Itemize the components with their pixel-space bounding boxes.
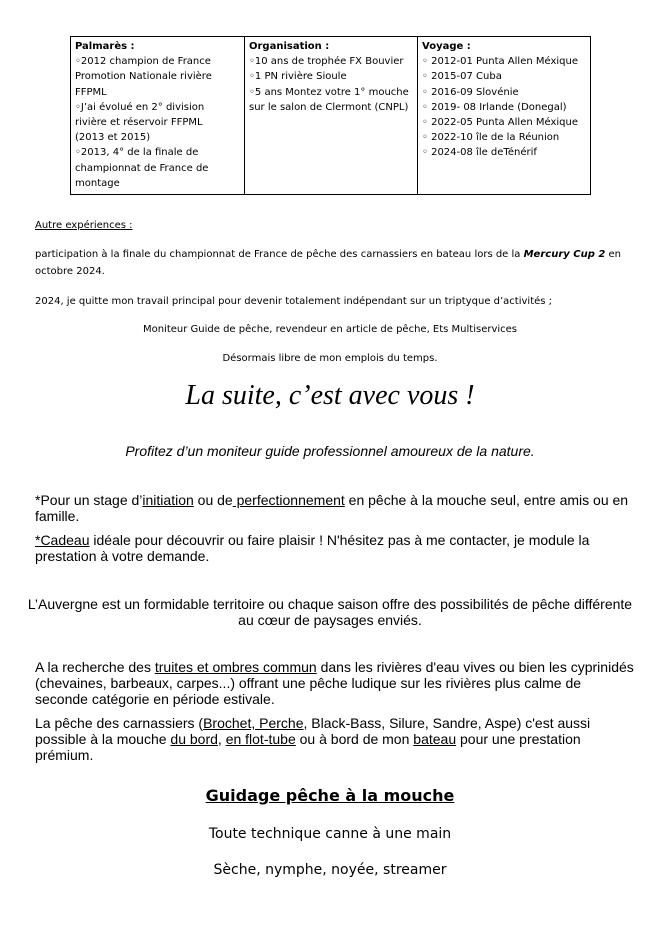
carnassiers-text-c: , xyxy=(217,731,226,747)
table-line: ◦10 ans de trophée FX Bouvier xyxy=(249,56,404,68)
tagline: Profitez d’un moniteur guide professionnel amoureux de la nature. xyxy=(125,443,535,459)
organisation-cell xyxy=(245,37,418,195)
table-line: (2013 et 2015) xyxy=(75,132,151,144)
organisation-list xyxy=(249,54,413,115)
headline: La suite, c’est avec vous ! xyxy=(185,380,475,411)
recap-table xyxy=(70,36,591,195)
cadeau-text: idéale pour découvrir ou faire plaisir ! N'hésitez pas à me contacter, je module la prestation à votre demande. xyxy=(35,532,590,564)
truites-text-b: dans les rivières d'eau vives ou bien les cyprinidés (chevaines, barbeaux, carpes...) offrant une pêche ludique sur les rivières plus calme de seconde catégorie en période estivale. xyxy=(35,659,634,707)
guidage-title xyxy=(0,785,660,807)
cadeau-paragraph xyxy=(35,532,635,564)
table-line: montage xyxy=(75,177,120,189)
du-bord-link[interactable]: du bord xyxy=(170,731,218,747)
table-line: ◦ 2024-08 île deTénérif xyxy=(422,147,537,159)
float-tube-link[interactable]: en flot-tube xyxy=(225,731,296,747)
schedule-line: Désormais libre de mon emplois du temps. xyxy=(222,353,438,364)
stage-text-b: ou de xyxy=(193,492,233,508)
autres-heading: Autre expériences : xyxy=(35,220,133,231)
autres-paragraph-1 xyxy=(35,246,635,280)
stage-text-c: en pêche à la mouche seul, entre amis ou en famille. xyxy=(35,492,629,524)
table-line: championnat de France de xyxy=(75,162,209,174)
autres-p1-text: participation à la finale du championnat de France de pêche des carnassiers en bateau lors de la xyxy=(35,249,524,260)
table-line: sur le salon de Clermont (CNPL) xyxy=(249,101,409,113)
initiation-link[interactable]: initiation xyxy=(142,492,194,508)
table-line: FFPML xyxy=(75,86,107,98)
table-line: ◦ 2012-01 Punta Allen Méxique xyxy=(422,56,579,68)
cadeau-link[interactable]: *Cadeau xyxy=(35,532,90,548)
truites-link[interactable]: truites et ombres commun xyxy=(154,659,317,675)
table-line: ◦5 ans Montez votre 1° mouche xyxy=(249,86,409,98)
table-line: ◦ 2022-05 Punta Allen Méxique xyxy=(422,117,579,129)
palmares-list xyxy=(75,54,240,191)
palmares-title: Palmarès : xyxy=(75,41,135,52)
table-line: ◦2013, 4° de la finale de xyxy=(75,147,199,159)
truites-text-a: A la recherche des xyxy=(35,659,155,675)
autres-p1-end: en octobre 2024. xyxy=(35,249,621,277)
voyage-title: Voyage : xyxy=(422,41,471,52)
perfectionnement-link[interactable]: perfectionnement xyxy=(232,492,345,508)
table-line: rivière et réservoir FFPML xyxy=(75,117,203,129)
technique-line: Toute technique canne à une main xyxy=(208,826,452,842)
brochet-perche-link[interactable]: Brochet, Perche xyxy=(203,715,304,731)
voyage-cell xyxy=(418,37,591,195)
table-line: ◦ 2015-07 Cuba xyxy=(422,71,502,83)
carnassiers-paragraph xyxy=(35,715,635,763)
voyage-list xyxy=(422,54,586,160)
table-line: ◦1 PN rivière Sioule xyxy=(249,71,347,83)
carnassiers-text-b: , Black-Bass, Silure, Sandre, Aspe) c'est aussi possible à la mouche xyxy=(35,715,591,747)
table-line: ◦ 2022-10 île de la Réunion xyxy=(422,132,560,144)
table-line: ◦J’ai évolué en 2° division xyxy=(75,101,205,113)
activities-line: Moniteur Guide de pêche, revendeur en article de pêche, Ets Multiservices xyxy=(142,324,518,335)
palmares-cell xyxy=(71,37,245,195)
table-line: Promotion Nationale rivière xyxy=(75,71,212,83)
table-line: ◦ 2016-09 Slovénie xyxy=(422,86,519,98)
organisation-title: Organisation : xyxy=(249,41,330,52)
carnassiers-text-d: ou à bord de mon xyxy=(295,731,414,747)
truites-paragraph xyxy=(35,659,635,707)
stage-paragraph xyxy=(35,492,635,524)
carnassiers-text-a: La pêche des carnassiers ( xyxy=(35,715,204,731)
guidage-title-text: Guidage pêche à la mouche xyxy=(205,786,455,805)
mercury-cup-label: Mercury Cup 2 xyxy=(523,249,606,260)
stage-text-a: *Pour un stage d’ xyxy=(35,492,143,508)
table-line: ◦ 2019- 08 Irlande (Donegal) xyxy=(422,101,567,113)
bateau-link[interactable]: bateau xyxy=(413,731,457,747)
autres-paragraph-2: 2024, je quitte mon travail principal pour devenir totalement indépendant sur un triptyque d’activités ; xyxy=(35,296,553,307)
carnassiers-text-e: pour une prestation prémium. xyxy=(35,731,581,763)
auvergne-paragraph: L’Auvergne est un formidable territoire ou chaque saison offre des possibilités de pêche différente au cœur de paysages enviés. xyxy=(27,596,633,628)
table-line: ◦2012 champion de France xyxy=(75,56,211,68)
styles-line: Sèche, nymphe, noyée, streamer xyxy=(213,862,447,878)
